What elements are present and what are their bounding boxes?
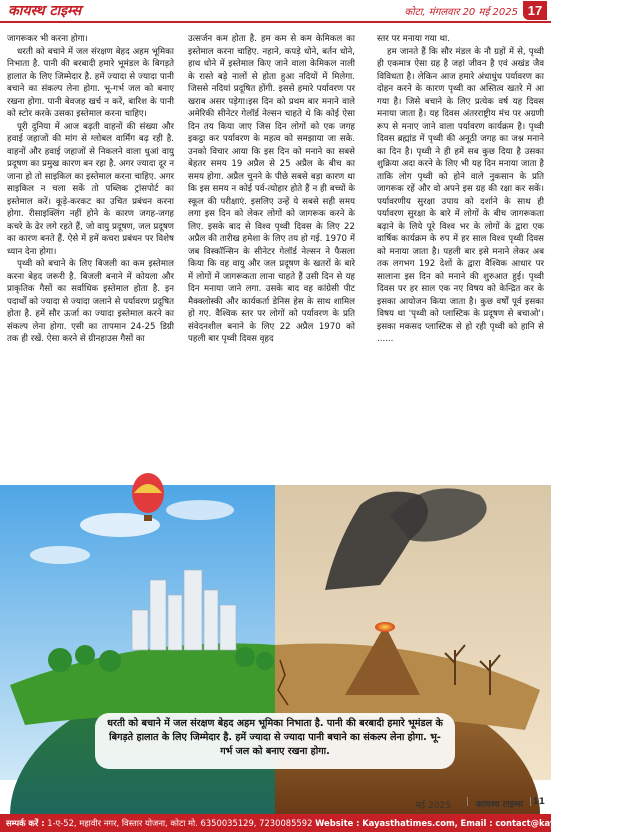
header-date: कोटा, मंगलवार 20 मई 2025 [404, 7, 518, 18]
footer-label: सम्पर्क करें : [6, 818, 45, 828]
paragraph: स्तर पर मनाया गया था. [377, 34, 450, 44]
image-caption: धरती को बचाने में जल संरक्षण बेहद अहम भूमिका निभाता है. पानी की बरबादी हमारे भूमंडल के बिगड़ते हालात के लिए जिम्मेदार है. हमें ज्यादा से ज्यादा पानी बचाने का संकल्प लेना होगा. भू-गर्भ जल को बनाए रखना होगा. [95, 713, 455, 769]
article-column-3 [377, 33, 544, 480]
paragraph: पृथ्वी को बचाने के लिए बिजली का कम इस्तेमाल करना बेहद जरूरी है. बिजली बनाने में कोयला और प्राकृतिक गैसों का सर्वाधिक इस्तेमाल होता है. इन पदार्थों को ज्यादा से ज्यादा जलाने से पर्यावरण प्रदूषित होता है. हमें सौर ऊर्जा का ज्यादा इस्तेमाल करने का संकल्प लेना होगा. एसी का तापमान 24-25 डिग्री तक ही रखें. ऐसा करने से ग्रीनहाउस गैसों का [7, 259, 174, 344]
footer-website[interactable]: Kayasthatimes.com, [362, 818, 458, 828]
paragraph: जागरूकर भी करना होगा। [7, 34, 88, 44]
footer-email-label: Email : [460, 818, 493, 828]
folio-separator: | [528, 797, 532, 807]
footer-address: 1-ए-52, महावीर नगर, विस्तार योजना, कोटा मो. 6350035129, 7230085592 [47, 818, 313, 828]
header-brand: कायस्थ टाइम्स [8, 3, 82, 19]
footer-email[interactable]: contact@kayasthatimes.com [495, 818, 631, 828]
page-number-badge: 17 [523, 1, 547, 20]
paragraph: धरती को बचाने में जल संरक्षण बेहद अहम भूमिका निभाता है. पानी की बरबादी हमारे भूमंडल के बिगड़ते हालात के लिए जिम्मेदार है. हमें ज्यादा से ज्यादा पानी बचाने का संकल्प लेना होगा. भू-गर्भ जल को बनाए रखना होगा. पानी बेवजह खर्च न करें, बारिश के पानी को स्टोर करके उसका इस्तेमाल करना चाहिए। [7, 46, 174, 119]
paragraph: पूरी दुनिया में आज बढ़ती वाहनों की संख्या और हवाई जहाजों की मांग से ग्लोबल वार्मिंग बढ़ रही है. वाहनों और हवाई जहाजों से निकलने वाला धुआं वायु प्रदूषण का प्रमुख कारण बन रहा है. अगर ज्यादा दूर न जाना हो तो साइकिल का इस्तेमाल करना चाहिए. अगर साइकिल न चला सकें तो पब्लिक ट्रांसपोर्ट का इस्तेमाल करें। कूड़े-करकट का उचित प्रबंधन करना होगा. रीसाइक्लिंग नहीं होने के कारण जगह-जगह कचरे के ढेर लगे रहते हैं, जो वायु प्रदूषण, जल प्रदूषण का कारण बनते हैं. ऐसे में हमें कचरा प्रबंधन पर विशेष ध्यान देना होगा। [7, 121, 174, 257]
folio-separator: | [465, 797, 469, 807]
article-column-1 [7, 33, 174, 480]
contact-footer [0, 814, 631, 832]
header-divider [0, 21, 551, 23]
folio-brand: कायस्थ टाइम्स [476, 800, 523, 810]
page-folio [0, 797, 551, 811]
folio-page-number: 11 [532, 797, 545, 807]
paragraph: उत्सर्जन कम होता है. हम कम से कम केमिकल का इस्तेमाल करना चाहिए. नहाने, कपड़े धोने, बर्तन धोने, हाथ धोने में इस्तेमाल किए जाने वाला केमिकल नाली के रास्ते बड़े नालों से होता हुआ नदियों में मिलेगा. जिससे नदियां प्रदूषित होंगी. इससे हमारे पर्यावरण पर खराब असर पड़ेगा।इस दिन को प्रथम बार मनाने वाले अमेरिकी सीनेटर गेलॉर्ड नेल्सन चाहते थे कि कोई ऐसा दिन तय किया जाए जिस दिन लोगों को एक जगह इकट्ठा कर पर्यावरण के महत्व को समझाया जा सके. उनको विचार आया कि इस दिन को मनाने का सबसे बेहतर समय 19 अप्रैल से 25 अप्रैल के बीच का समय होगा. अप्रैल चुनने के पीछे सबसे बड़ा कारण था कि इस समय न कोई पर्व-त्योहार होते हैं न ही बच्चों के स्कूल की परीक्षाएं. इसलिए उन्हें ये सबसे सही समय लगा इस दिन को लेकर लोगों को जागरूक करने के लिए. इसके बाद से विश्व पृथ्वी दिवस के लिए 22 अप्रैल की तारीख हमेशा के लिए तय हो गई. 1970 में जब विस्कॉन्सिन के सीनेटर गेलॉर्ड नेल्सन ने फैसला किया कि वह वायु और जल प्रदूषण के खतरों के बारे में लोगों में जागरूकता लाना चाहते हैं उसी दिन से यह दिन मनाया जाने लगा. उसके बाद वह कांग्रेसी पीट मैक्क्लोस्की और कार्यकर्ता डेनिस हेस के साथ शामिल हो गए. वैश्विक स्तर पर लोगों को पर्यावरण के प्रति संवेदनशील बनाने के लिए 22 अप्रैल 1970 को पहली बार पृथ्वी दिवस वृहद [188, 34, 355, 344]
folio-issue: मई 2025 [415, 801, 451, 811]
article-body [7, 33, 546, 480]
page-header [0, 0, 551, 22]
paragraph: हम जानते हैं कि सौर मंडल के नौ ग्रहों में से, पृथ्वी ही एकमात्र ऐसा ग्रह है जहां जीवन है एवं अखंड जैव विविधता है। लेकिन आज हमारे अंधाधुंध पर्यावरण का दोहन करने के कारण पृथ्वी का अस्तित्व खतरे में आ गया है। जिसे बचाने के लिए प्रत्येक वर्ष यह दिवस मनाया जाता है। यह दिवस अंतरराष्ट्रीय मंच पर अग्रणी रूप से मनाए जाने वाला पर्यावरण कार्यक्रम है। पृथ्वी दिवस ब्रह्मांड में पृथ्वी की अनूठी जगह का जश्न मनाने का दिन है। पृथ्वी ने ही हमें सब कुछ दिया है उसका शुक्रिया अदा करने के लिए भी यह दिन मनाया जाता है ताकि लोग पृथ्वी को होने वाले नुकसान के प्रति जागरूक रहें और वो अपने इस ग्रह की रक्षा कर सकें। पर्यावरणीय सुरक्षा उपाय को दर्शाने के साथ ही पर्यावरण सुरक्षा के बारे में लोगों के बीच जागरूकता बढ़ाने के लिये पूरे विश्व भर के लोगों के द्वारा एक वार्षिक कार्यक्रम के रुप में हर साल विश्व पृथ्वी दिवस को मनाया जाता है। पहली बार इसे मनाने लेकर अब तक लगभग 192 देशों के द्वारा वैश्विक आधार पर सालाना इस दिन को मनाने की शुरुआत हुई। पृथ्वी दिवस पर हर साल एक नए विषय को केन्द्रित कर के इसका आयोजन किया जाता है। कुछ वर्षों पूर्व इसका विषय था 'पृथ्वी को प्लास्टिक के प्रदूषण से बचाओ'। इसका मकसद प्लास्टिक से हो रही पृथ्वी को हानि से ...... [377, 46, 544, 344]
footer-website-label: Website : [315, 818, 360, 828]
article-column-2 [188, 33, 355, 480]
